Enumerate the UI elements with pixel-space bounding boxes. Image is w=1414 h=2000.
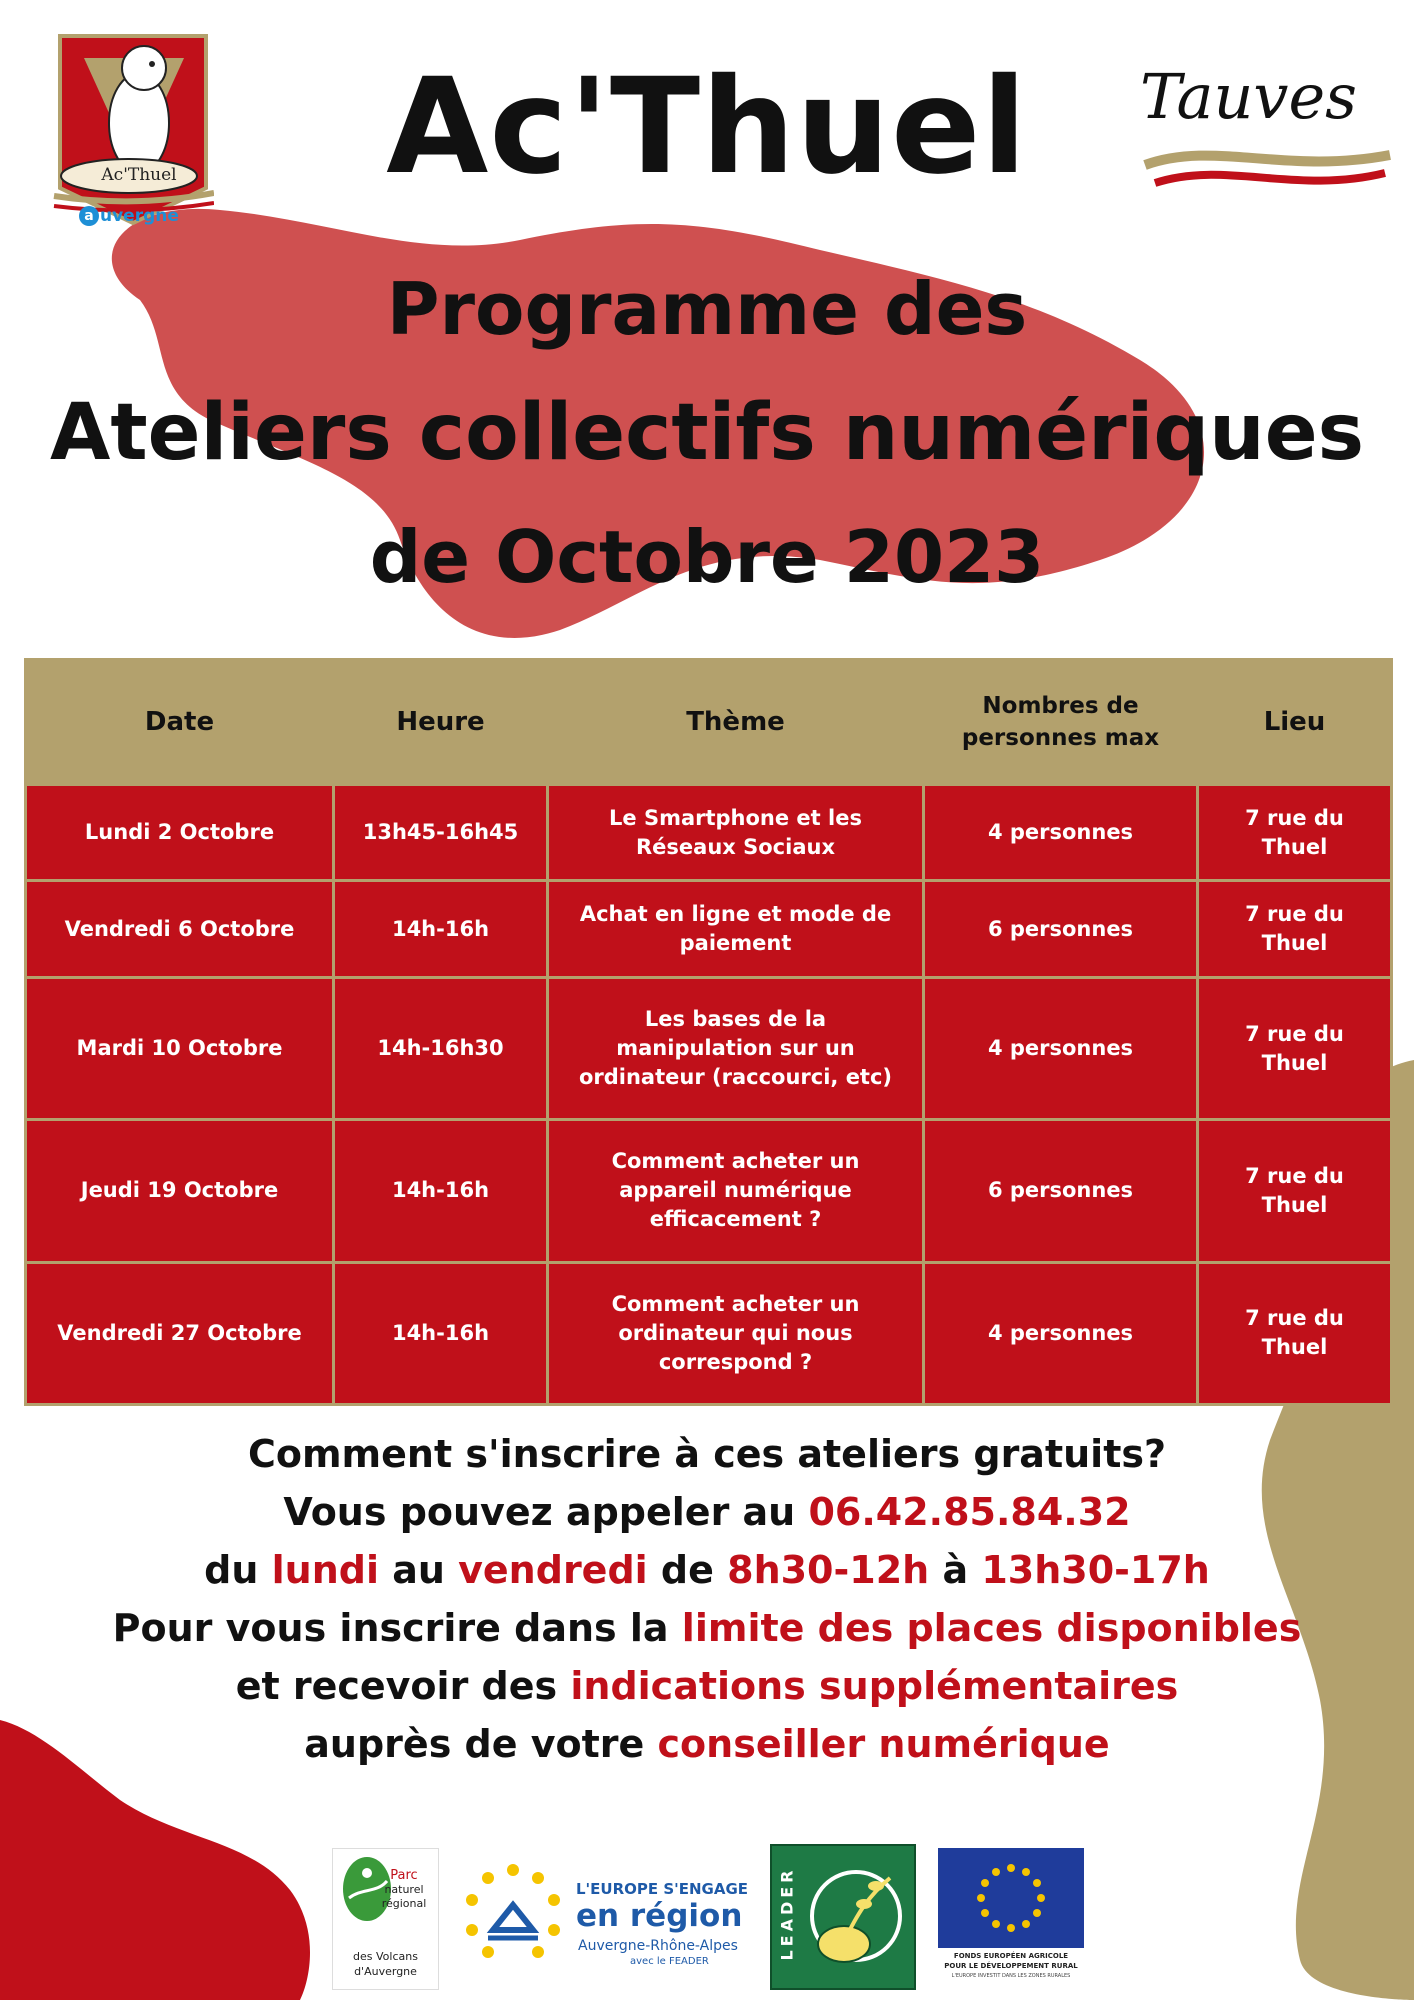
header-date: Date (26, 660, 334, 785)
cell-date: Vendredi 27 Octobre (26, 1262, 334, 1404)
tauves-stripes-icon (1135, 135, 1395, 205)
cell-lieu: 7 rue du Thuel (1198, 785, 1392, 881)
cell-heure: 14h-16h (334, 1262, 548, 1404)
cell-heure: 14h-16h (334, 1120, 548, 1262)
subtitle-line-1: Programme des (386, 267, 1028, 351)
cell-theme: Le Smartphone et les Réseaux Sociaux (548, 785, 924, 881)
header-theme: Thème (548, 660, 924, 785)
cell-date: Vendredi 6 Octobre (26, 881, 334, 977)
leader-logo: LEADER (770, 1844, 916, 1990)
info-line-2: Vous pouvez appeler au 06.42.85.84.32 (283, 1490, 1131, 1534)
table-row (26, 977, 1392, 1119)
info-line-1: Comment s'inscrire à ces ateliers gratuits? (247, 1432, 1167, 1476)
parc-volcans-logo: Parc naturel régional des Volcans d'Auvergne (332, 1848, 439, 1990)
cell-theme: Achat en ligne et mode de paiement (548, 881, 924, 977)
phone-number: 06.42.85.84.32 (808, 1490, 1131, 1534)
cell-max: 4 personnes (924, 977, 1198, 1119)
cell-date: Jeudi 19 Octobre (26, 1120, 334, 1262)
page-title: Ac'Thuel (386, 50, 1028, 204)
info-line-5: et recevoir des indications supplémentaires (235, 1664, 1179, 1708)
table-row (26, 1120, 1392, 1262)
table-header-row (26, 660, 1392, 785)
table-row (26, 881, 1392, 977)
cell-lieu: 7 rue du Thuel (1198, 881, 1392, 977)
cell-lieu: 7 rue du Thuel (1198, 1120, 1392, 1262)
eu-feader-logo: FONDS EUROPÉEN AGRICOLE POUR LE DÉVELOPPEMENT RURAL L'EUROPE INVESTIT DANS LES ZONES RURALES (938, 1848, 1084, 1984)
cell-lieu: 7 rue du Thuel (1198, 977, 1392, 1119)
table-row (26, 1262, 1392, 1404)
auvergne-mark: a uvergne (79, 206, 179, 226)
info-line-3: du lundi au vendredi de 8h30-12h à 13h30-17h (204, 1548, 1210, 1592)
cell-date: Lundi 2 Octobre (26, 785, 334, 881)
region-feader-logo: L'EUROPE S'ENGAGE en région Auvergne-Rhône-Alpes avec le FEADER (458, 1852, 748, 1977)
cell-heure: 14h-16h (334, 881, 548, 977)
leader-plant-icon (806, 1856, 910, 1980)
cell-max: 6 personnes (924, 881, 1198, 977)
cell-lieu: 7 rue du Thuel (1198, 1262, 1392, 1404)
cell-theme: Les bases de la manipulation sur un ordinateur (raccourci, etc) (548, 977, 924, 1119)
header-lieu: Lieu (1198, 660, 1392, 785)
region-stars-icon (458, 1860, 568, 1970)
cell-theme: Comment acheter un ordinateur qui nous correspond ? (548, 1262, 924, 1404)
program-table (24, 658, 1393, 1406)
cell-heure: 14h-16h30 (334, 977, 548, 1119)
tauves-logo (1135, 60, 1395, 200)
subtitle-line-2: Ateliers collectifs numériques (49, 388, 1365, 478)
eu-flag-icon (938, 1848, 1084, 1948)
table-row (26, 785, 1392, 881)
auvergne-a-icon: a (79, 206, 99, 226)
subtitle-line-3: de Octobre 2023 (369, 515, 1045, 599)
cell-max: 6 personnes (924, 1120, 1198, 1262)
header-max: Nombres de personnes max (924, 660, 1198, 785)
header-heure: Heure (334, 660, 548, 785)
info-line-6: auprès de votre conseiller numérique (304, 1722, 1110, 1766)
cell-date: Mardi 10 Octobre (26, 977, 334, 1119)
left-logo-text: Ac'Thuel (101, 165, 177, 185)
tauves-text: Tauves (1140, 60, 1357, 133)
cell-heure: 13h45-16h45 (334, 785, 548, 881)
cell-max: 4 personnes (924, 785, 1198, 881)
cell-max: 4 personnes (924, 1262, 1198, 1404)
cell-theme: Comment acheter un appareil numérique efficacement ? (548, 1120, 924, 1262)
info-line-4: Pour vous inscrire dans la limite des places disponibles (112, 1606, 1302, 1650)
